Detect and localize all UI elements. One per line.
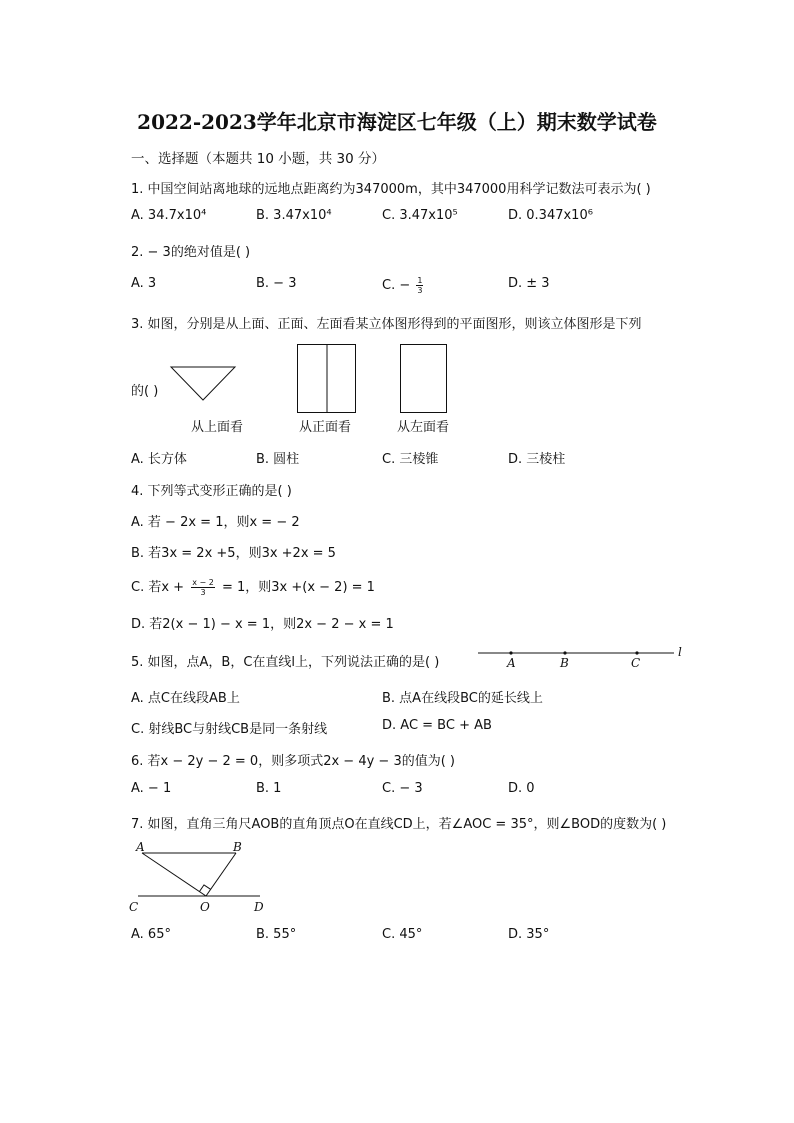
fraction-x-minus-2-over-3: $\frac{x - 2}{3}$	[192, 578, 214, 597]
q2-option-c[interactable]: C. − $\frac{1}{3}$	[382, 276, 423, 295]
point-a-label-q7: A	[136, 840, 145, 854]
question-6-stem: 6. 若x − 2y − 2 = 0，则多项式2x − 4y − 3的值为( )	[131, 754, 455, 769]
q1-option-b[interactable]: B. 3.47x10⁴	[256, 208, 332, 223]
question-7-stem: 7. 如图，直角三角尺AOB的直角顶点O在直线CD上，若∠AOC = 35°，则∠BOD的度数为( )	[131, 817, 667, 832]
view-front-rectangles	[297, 344, 357, 414]
caption-front-view: 从正面看	[299, 420, 352, 435]
q3-option-d[interactable]: D. 三棱柱	[508, 452, 566, 467]
point-c-label: C	[631, 656, 641, 670]
view-left-rectangle	[400, 344, 448, 414]
q2-option-b[interactable]: B. − 3	[256, 276, 297, 291]
point-a-label: A	[507, 656, 516, 670]
exam-title: 2022-2023学年北京市海淀区七年级（上）期末数学试卷	[137, 110, 657, 134]
question-4-stem: 4. 下列等式变形正确的是( )	[131, 484, 292, 499]
q5-option-b[interactable]: B. 点A在线段BC的延长线上	[382, 691, 543, 706]
q6-option-a[interactable]: A. − 1	[131, 781, 172, 796]
q7-option-c[interactable]: C. 45°	[382, 927, 423, 942]
q5-option-d[interactable]: D. AC = BC + AB	[382, 718, 492, 733]
q6-option-d[interactable]: D. 0	[508, 781, 535, 796]
q6-option-c[interactable]: C. − 3	[382, 781, 423, 796]
q5-option-a[interactable]: A. 点C在线段AB上	[131, 691, 240, 706]
caption-top-view: 从上面看	[191, 420, 244, 435]
question-2-stem: 2. − 3的绝对值是( )	[131, 245, 251, 260]
caption-left-view: 从左面看	[397, 420, 450, 435]
q7-option-a[interactable]: A. 65°	[131, 927, 171, 942]
question-3-stem-cont: 的( )	[131, 384, 159, 399]
line-l-label: l	[678, 645, 682, 659]
q4-option-d[interactable]: D. 若2(x − 1) − x = 1，则2x − 2 − x = 1	[131, 617, 394, 632]
q7-option-d[interactable]: D. 35°	[508, 927, 550, 942]
question-3-stem: 3. 如图，分别是从上面、正面、左面看某立体图形得到的平面图形，则该立体图形是下列	[131, 317, 642, 332]
q2-option-a[interactable]: A. 3	[131, 276, 157, 291]
q3-option-c[interactable]: C. 三棱锥	[382, 452, 439, 467]
fraction-one-third: $\frac{1}{3}$	[417, 276, 423, 295]
point-o-label-q7: O	[200, 900, 210, 914]
q4-option-b[interactable]: B. 若3x = 2x +5，则3x +2x = 5	[131, 546, 336, 561]
triangle-ruler-diagram	[136, 846, 264, 902]
q3-option-b[interactable]: B. 圆柱	[256, 452, 300, 467]
point-c-label-q7: C	[129, 900, 139, 914]
q1-option-c[interactable]: C. 3.47x10⁵	[382, 208, 458, 223]
q4-option-a[interactable]: A. 若 − 2x = 1，则x = − 2	[131, 515, 300, 530]
q6-option-b[interactable]: B. 1	[256, 781, 282, 796]
q3-option-a[interactable]: A. 长方体	[131, 452, 187, 467]
point-b-label: B	[560, 656, 569, 670]
q5-option-c[interactable]: C. 射线BC与射线CB是同一条射线	[131, 722, 328, 737]
section-heading: 一、选择题（本题共 10 小题，共 30 分）	[131, 151, 386, 167]
q1-option-a[interactable]: A. 34.7x10⁴	[131, 208, 207, 223]
point-d-label-q7: D	[254, 900, 264, 914]
q1-option-d[interactable]: D. 0.347x10⁶	[508, 208, 593, 223]
q4-option-c[interactable]: C. 若x + $\frac{x - 2}{3}$ = 1，则3x +(x − 2) = 1	[131, 578, 375, 597]
view-top-triangle	[170, 366, 236, 402]
q7-option-b[interactable]: B. 55°	[256, 927, 297, 942]
point-b-label-q7: B	[233, 840, 242, 854]
question-5-stem: 5. 如图，点A，B，C在直线l上，下列说法正确的是( )	[131, 655, 440, 670]
question-1-stem: 1. 中国空间站离地球的远地点距离约为347000m，其中347000用科学记数法可表示为( )	[131, 182, 651, 197]
q2-option-d[interactable]: D. ± 3	[508, 276, 550, 291]
